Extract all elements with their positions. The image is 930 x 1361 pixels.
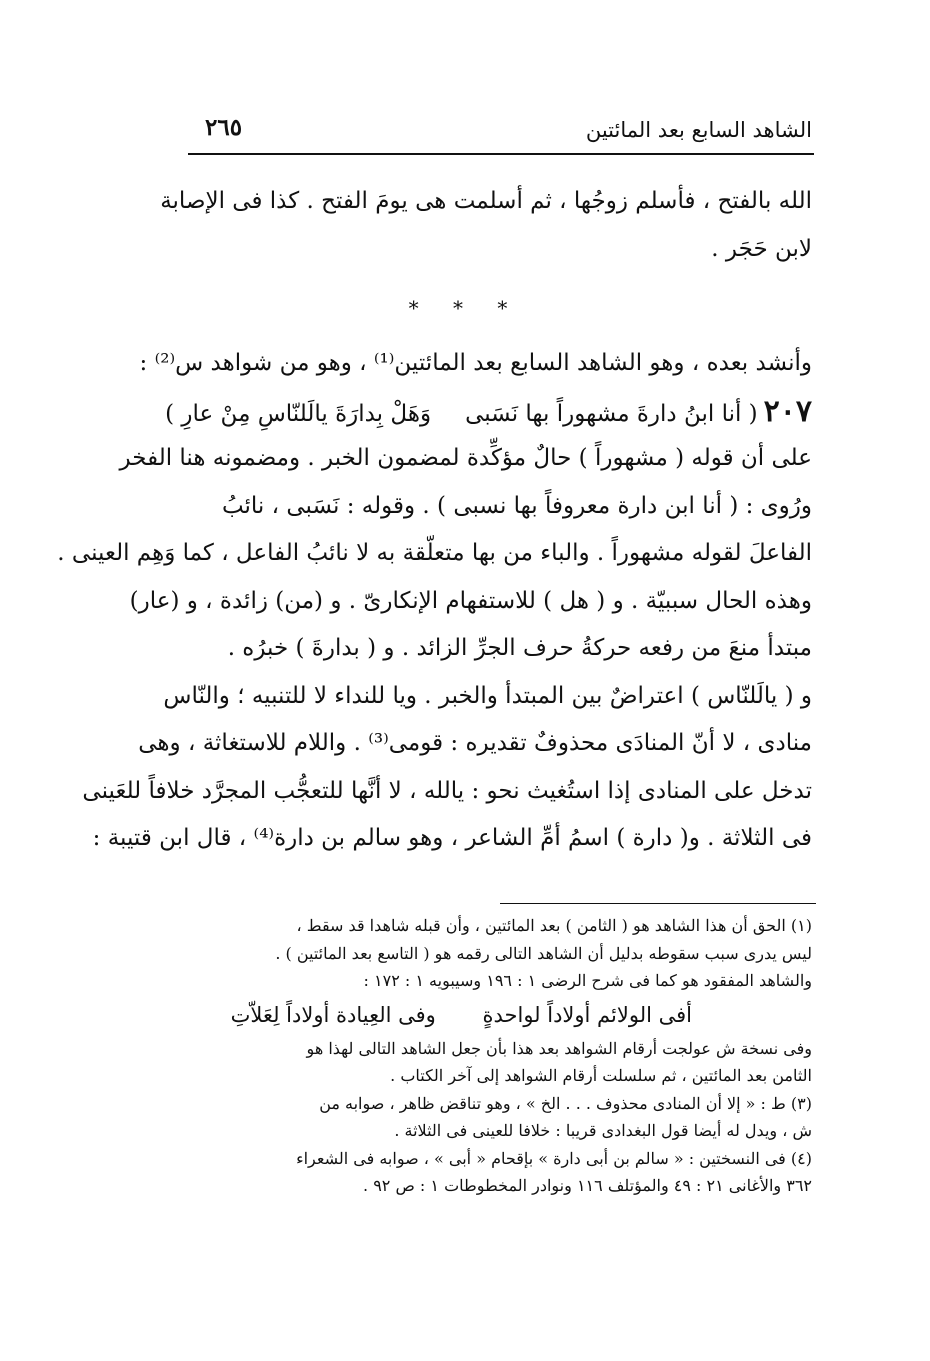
- footnote-1-line-4: وفى نسخة ش عولجت أرقام الشواهد بعد هذا بأن جعل الشاهد التالى لهذا هو: [306, 1038, 812, 1058]
- footnote-1-line-1: (١) الحق أن هذا الشاهد هو ( الثامن ) بعد المائتين ، وأن قبله شاهدا قد سقط ،: [296, 916, 812, 935]
- running-header-title: الشاهد السابع بعد المائتين: [585, 118, 812, 142]
- main-line-9: منادى ، لا أنّ المنادَى محذوفٌ تقديره : قومى⁽³⁾ . واللام للاستغاثة ، وهى: [138, 730, 812, 756]
- verse-hemistich-1: ( أنا ابنُ دارةَ مشهوراً بها نَسَبى: [465, 400, 758, 427]
- footnotes: [186, 912, 812, 1200]
- main-line-1: وأنشد بعده ، وهو الشاهد السابع بعد المائتين⁽¹⁾ ، وهو من شواهد س⁽²⁾ :: [139, 350, 812, 376]
- page-number: ٢٦٥: [205, 114, 243, 141]
- verse-hemistich-2: وَهَلْ بِدارَةَ يالَلنّاسِ مِنْ عارِ ): [165, 400, 432, 427]
- main-line-3: على أن قوله ( مشهوراً ) حالٌ مؤكِّدة لمضمون الخبر . ومضمونه هنا الفخر: [119, 445, 812, 471]
- footnote-1-line-2: ليس يدرى سبب سقوطه بدليل أن الشاهد التالى رقمه هو ( التاسع بعد المائتين ) .: [275, 943, 812, 963]
- footnote-3-line-2: ش ، ويدل له أيضا قول البغدادى قريبا : خلافا للعينى فى الثلاثة .: [394, 1121, 812, 1140]
- footnote-verse-hemistich-2: وفى العِيادة أولاداً لِعَلاّتِ: [230, 1002, 436, 1027]
- footnote-1-verse: [186, 995, 812, 1035]
- footnote-1-line-5: الثامن بعد المائتين ، ثم سلسلت أرقام الشواهد إلى آخر الكتاب .: [390, 1066, 812, 1085]
- main-paragraph: [57, 340, 812, 863]
- footnote-4-line-1: (٤) فى النسختين : « سالم بن أبى دارة » بإقحام « أبى » ، صوابه فى الشعراء: [296, 1148, 812, 1168]
- footnote-4-line-2: ٣٦٢ والأغانى ٢١ : ٤٩ والمؤتلف ١١٦ ونوادر المخطوطات ١ : ص ٩٢ .: [363, 1176, 812, 1195]
- main-line-10: تدخل على المنادى إذا استُغيث نحو : يالله ، لا أنَّها للتعجُّب المجرَّد خلافاً للعَينى: [82, 777, 812, 804]
- footnote-verse-hemistich-1: أفى الولائم أولاداً لواحدةٍ: [482, 1002, 692, 1027]
- footnote-3-line-1: (٣) ط : « إلا أن المنادى محذوف . . . الخ » ، وهو تناقض ظاهر ، صوابه من: [319, 1093, 812, 1113]
- section-separator: * * *: [408, 296, 522, 320]
- intro-line-1: الله بالفتح ، فأسلم زوجُها ، ثم أسلمت هى يومَ الفتح . كذا فى الإصابة: [160, 188, 812, 214]
- main-line-4: ورُوى : ( أنا ابن دارة معروفاً بها نسبى ) . وقوله : نَسَبى ، نائبُ: [221, 492, 812, 519]
- intro-line-2: لابن حَجَر .: [711, 235, 812, 262]
- main-line-8: و ( يالَلنّاس ) اعتراضٌ بين المبتدأ والخبر . ويا للنداء لا للتنبيه ؛ والنّاس: [163, 682, 812, 709]
- intro-paragraph: [160, 178, 812, 273]
- footnote-1-line-3: والشاهد المفقود هو كما فى شرح الرضى ١ : ١٩٦ وسيبويه ١ : ١٧٢ :: [363, 971, 812, 990]
- main-line-6: وهذه الحال سببيّة . و ( هل ) للاستفهام الإنكارىّ . و (من) زائدة ، و (عار): [129, 587, 812, 614]
- header-rule: [188, 153, 814, 155]
- main-line-7: مبتدأ منعَ من رفعه حركةُ حرف الجرِّ الزائد . و ( بدارةَ ) خبرُه .: [227, 635, 812, 661]
- verse-number: ٢٠٧: [763, 393, 812, 429]
- verse-207: [165, 388, 812, 436]
- footnote-rule: [500, 903, 816, 904]
- main-line-11: فى الثلاثة . و( دارة ) اسمُ أمِّ الشاعر ، وهو سالم بن دارة⁽⁴⁾ ، قال ابن قتيبة :: [92, 825, 812, 851]
- main-line-5: الفاعلَ لقوله مشهوراً . والباء من بها متعلّقة به لا نائبُ الفاعل ، كما وَهِم العينى .: [57, 540, 812, 566]
